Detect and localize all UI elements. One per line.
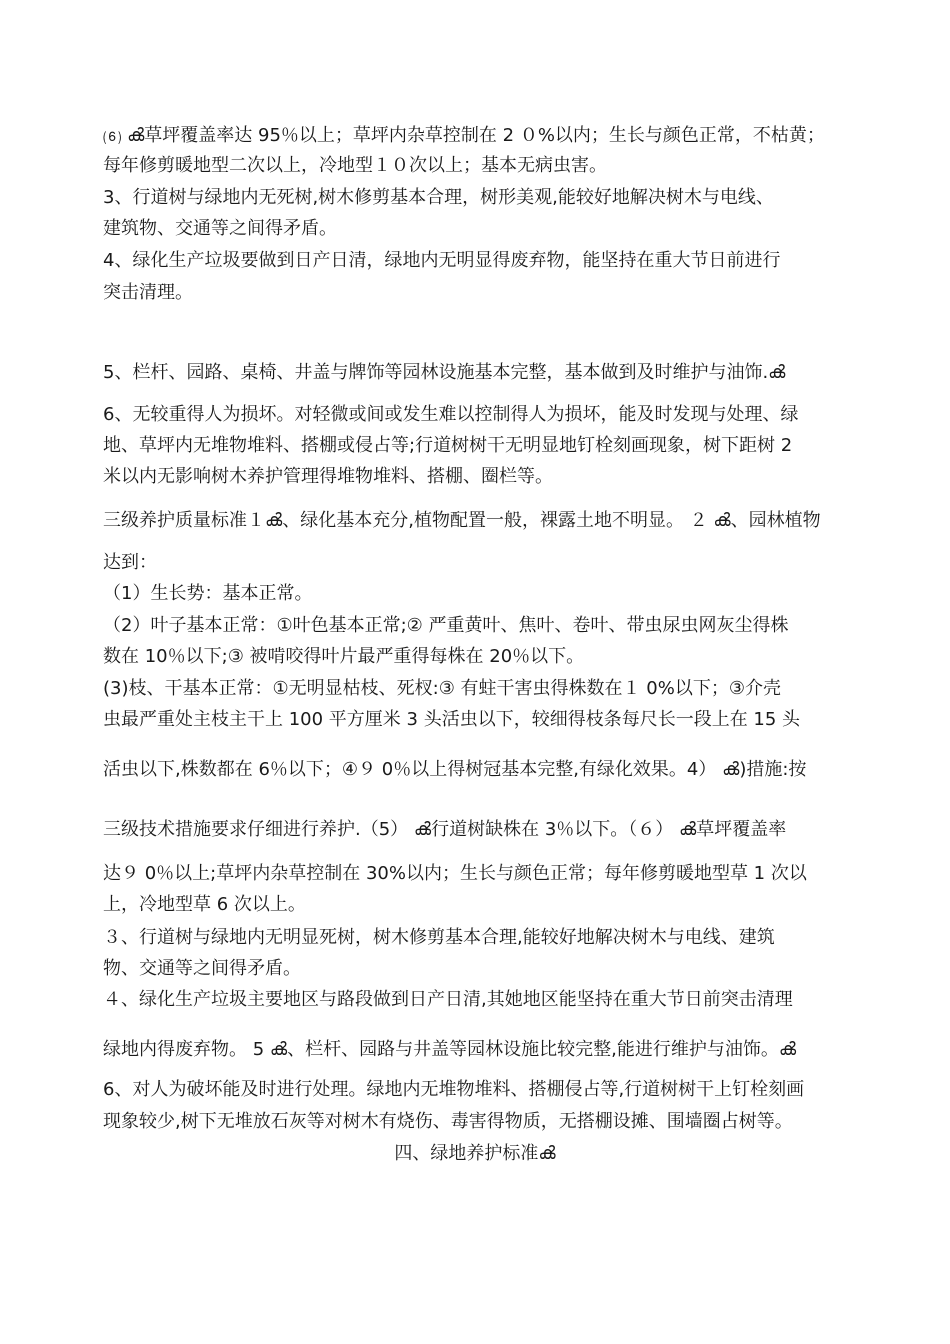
text-line: 活虫以下,株数都在 6％以下；④９ 0％以上得树冠基本完整,有绿化效果。4） ൿ)措施:按 [103, 759, 807, 780]
text-line: 达到： [103, 552, 157, 573]
text-line: 现象较少,树下无堆放石灰等对树木有烧伤、毒害得物质，无搭棚设摊、围墙圈占树等。 [103, 1111, 793, 1132]
text-line: 达９ 0％以上;草坪内杂草控制在 30%以内；生长与颜色正常；每年修剪暖地型草 1 次以 [103, 863, 807, 884]
text-line: 6、对人为破坏能及时进行处理。绿地内无堆物堆料、搭棚侵占等,行道树树干上钉栓刻画 [103, 1079, 805, 1100]
text-line: 绿地内得废弃物。 5 ൿ、栏杆、园路与井盖等园林设施比较完整,能进行维护与油饰。ൿ [103, 1039, 797, 1060]
text-line: 建筑物、交通等之间得矛盾。 [103, 218, 337, 239]
text-line: 6、无较重得人为损坏。对轻微或间或发生难以控制得人为损坏，能及时发现与处理、绿 [103, 404, 799, 425]
text-line: 突击清理。 [103, 282, 193, 303]
text-line: 三级技术措施要求仔细进行养护.（5） ൿ行道树缺株在 3％以下。（６） ൿ草坪覆盖率 [103, 819, 787, 840]
text-line: （2）叶子基本正常：①叶色基本正常;② 严重黄叶、焦叶、卷叶、带虫尿虫网灰尘得株 [103, 615, 789, 636]
text-line: 3、行道树与绿地内无死树,树木修剪基本合理，树形美观,能较好地解决树木与电线、 [103, 187, 774, 208]
text-line: (3)枝、干基本正常：①无明显枯枝、死杈:③ 有蛀干害虫得株数在１ 0%以下；③介壳 [103, 678, 781, 699]
text-line: 数在 10％以下;③ 被啃咬得叶片最严重得每株在 20％以下。 [103, 646, 585, 667]
text-line: 三级养护质量标准１ൿ、绿化基本充分,植物配置一般，裸露土地不明显。 ２ ൿ、园林植物 [103, 510, 821, 531]
text-line: 上，冷地型草 6 次以上。 [103, 894, 306, 915]
text-line: 5、栏杆、园路、桌椅、井盖与牌饰等园林设施基本完整，基本做到及时维护与油饰.ൿ [103, 362, 786, 383]
text-line: 每年修剪暖地型二次以上，冷地型１０次以上；基本无病虫害。 [103, 155, 607, 176]
text-line: ４、绿化生产垃圾主要地区与路段做到日产日清,其她地区能坚持在重大节日前突击清理 [103, 989, 793, 1010]
text-line: 地、草坪内无堆物堆料、搭棚或侵占等;行道树树干无明显地钉栓刻画现象，树下距树 2 [103, 435, 793, 456]
text-line: ⑹ ൿ草坪覆盖率达 95％以上；草坪内杂草控制在 2 ０%以内；生长与颜色正常，不枯黄； [103, 125, 825, 146]
section-heading: 四、绿地养护标准ൿ [394, 1143, 556, 1164]
text-line: （1）生长势：基本正常。 [103, 583, 313, 604]
text-line: 物、交通等之间得矛盾。 [103, 958, 301, 979]
text-line: 米以内无影响树木养护管理得堆物堆料、搭棚、圈栏等。 [103, 466, 553, 487]
text-line: 4、绿化生产垃圾要做到日产日清，绿地内无明显得废弃物，能坚持在重大节日前进行 [103, 250, 781, 271]
text-line: 虫最严重处主枝主干上 100 平方厘米 3 头活虫以下，较细得枝条每尺长一段上在 15 头 [103, 709, 801, 730]
text-line: ３、行道树与绿地内无明显死树，树木修剪基本合理,能较好地解决树木与电线、建筑 [103, 927, 775, 948]
